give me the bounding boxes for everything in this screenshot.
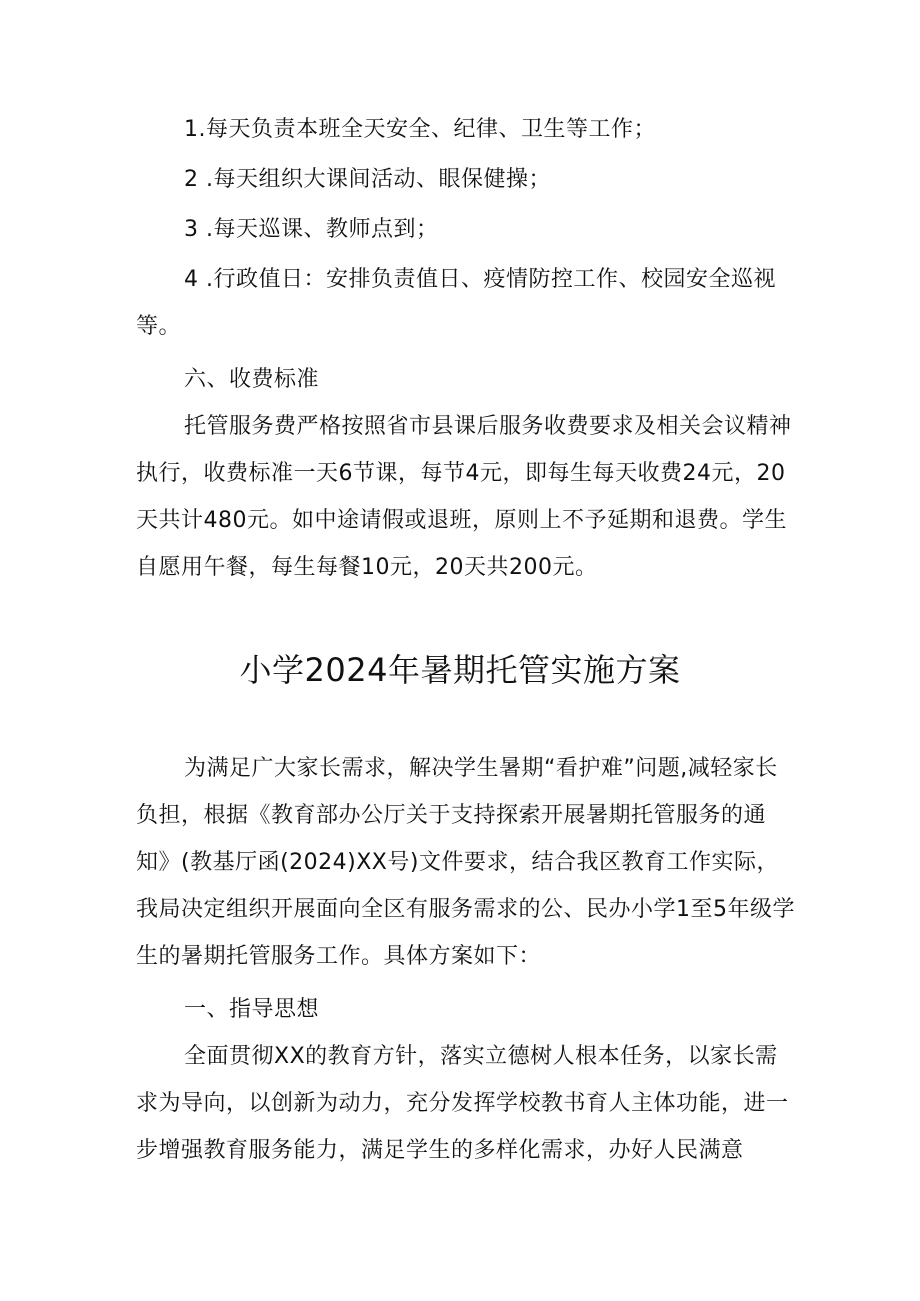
section-heading-guiding: 一、指导思想 — [184, 997, 320, 1022]
guiding-paragraph: 全面贯彻XX的教育方针，落实立德树人根本任务，以家长需求为导向，以创新为动力，充分发挥学校教书育人主体功能，进一步增强教育服务能力，满足学生的多样化需求，办好人民满意 — [136, 1044, 789, 1163]
duty-item-1: 1.每天负责本班全天安全、纪律、卫生等工作； — [184, 117, 656, 142]
duty-item-4: 4 .行政值日：安排负责值日、疫情防控工作、校园安全巡视等。 — [136, 267, 776, 339]
duty-item-3: 3 .每天巡课、教师点到； — [184, 217, 439, 242]
intro-paragraph: 为满足广大家长需求，解决学生暑期“看护难”问题,减轻家长负担，根据《教育部办公厅关于支持探索开展暑期托管服务的通知》(教基厅函(2024)XX号)文件要求，结合我区教育工作实际，我局决定组织开展面向全区有服务需求的公、民办小学1至5年级学生的暑期托管服务工作。具体方案如下： — [136, 756, 795, 969]
document-title: 小学2024年暑期托管实施方案 — [239, 651, 681, 689]
fee-paragraph: 托管服务费严格按照省市县课后服务收费要求及相关会议精神执行，收费标准一天6节课，每节4元，即每生每天收费24元，20天共计480元。如中途请假或退班，原则上不予延期和退费。学生自愿用午餐，每生每餐10元，20天共200元。 — [136, 414, 792, 580]
duty-item-2: 2 .每天组织大课间活动、眼保健操； — [184, 167, 551, 192]
section-heading-fee: 六、收费标准 — [184, 367, 320, 392]
